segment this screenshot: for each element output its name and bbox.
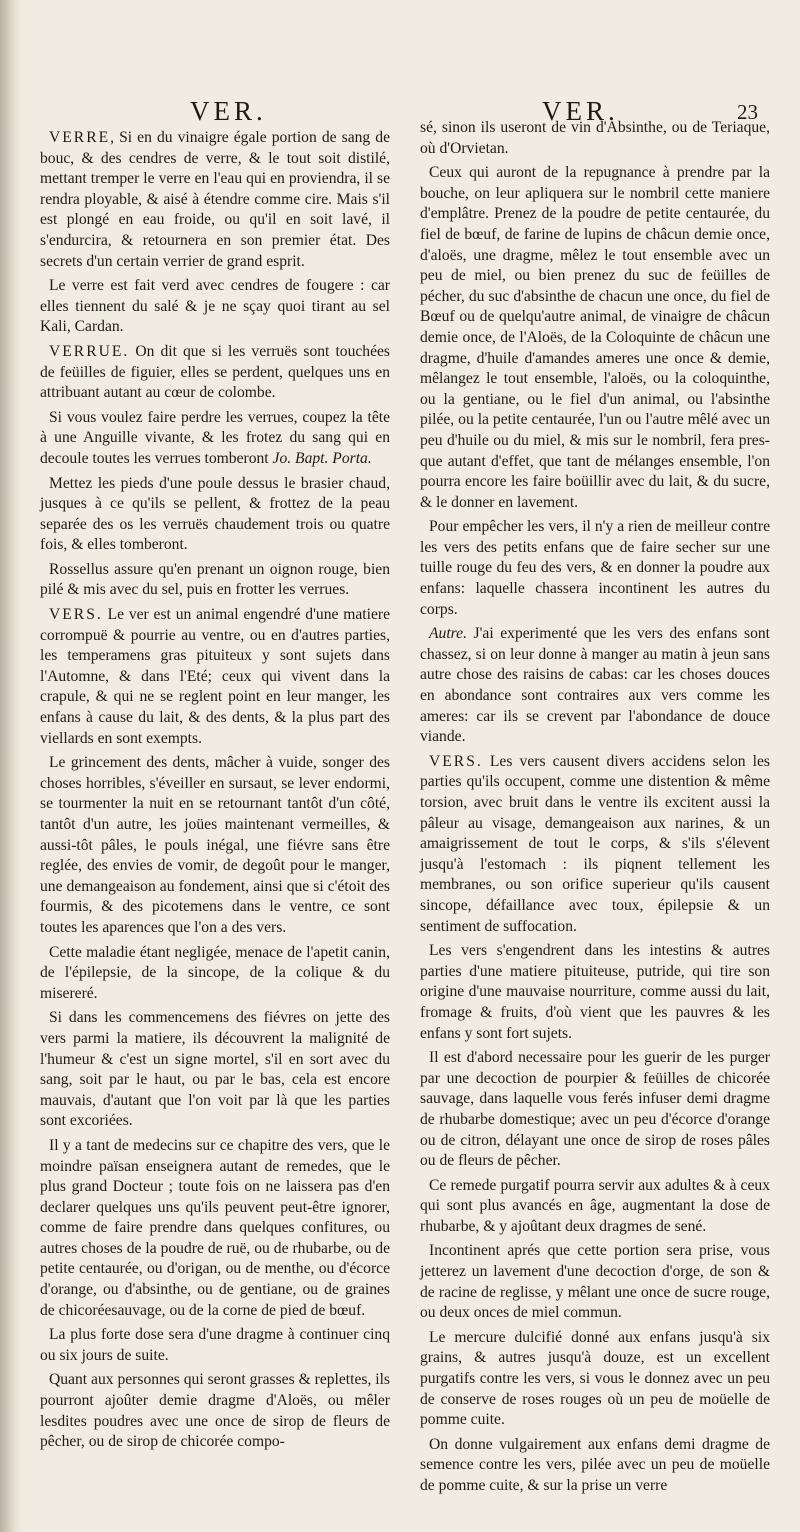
paragraph-text: Les vers causent divers accidens selon les parties qu'ils occupent, comme une distention & même torsion, avec bruit dans le ventre ils excitent aussi la pâleur au visage, demangeaison aux narines, & un amaigrissement de tout le corps, & s'ils s'élevent jusqu'à l'estomach : ils piqnent tellement les membranes, ou son orifice superieur qu'ils causent sincope, défaillance avec toux, épilepsie & un sentiment de suffocation. [420,752,770,935]
paragraph-text: On donne vulgairement aux enfans demi dragme de semence contre les vers, pilée avec un peu de moüelle de pomme cuite, & sur la prise un verre [420,1435,770,1494]
paragraph [40,342,390,404]
page-number: 23 [737,100,758,124]
paragraph [420,163,770,513]
paragraph-text: Le ver est un animal engendré d'une matiere corrompuë & pourrie au ventre, ou en d'autres parties, les temperamens gras pituiteux y sont sujets dans l'Automne, & dans l'Eté; ceux qui vivent dans la crapule, & qui ne se reglent point en leur manger, les enfans à cause du lait, & des dents, & la plus part des viellards en sont exempts. [40,606,390,747]
running-head-left: VER. [190,96,267,126]
paragraph [420,1435,770,1497]
paragraph [40,605,390,749]
paragraph-text: sé, sinon ils useront de vin d'Absinthe, ou de Teriaque, où d'Orvietan. [420,119,770,157]
paragraph-text: J'ai experimenté que les vers des enfans sont chassez, si on leur donne à manger au matin à jeun sans autre chose des raisins de cabas: car les choses douces en abondance sont contraires aux vers comme les ameres: car ils se crevent par l'abondance de douce viande. [420,625,770,746]
paragraph [420,1241,770,1323]
paragraph [40,474,390,556]
entry-headword: VERRE [49,129,111,146]
paragraph [40,1370,390,1452]
paragraph [420,1048,770,1172]
paragraph-text: , Si en du vinaigre égale portion de sang de bouc, & des cendres de verre, & le tout soit distilé, mettant tremper le verre en l'eau qui en proviendra, il se rendra ployable, & aisé à étendre comme cire. Mais s'il est plongé en eau froide, ou qu'il en soit lavé, il s'endurcira, & retournera en son premier état. Des secrets d'un certain verrier de grand esprit. [40,129,390,270]
italic-lead: Autre. [429,625,467,643]
paragraph-text: On dit que si les verruës sont touchées de feüilles de figuier, elles se perdent, quelques uns en attribuant autant au cœur de colombe. [40,342,390,402]
paragraph-text: Cette maladie étant negligée, menace de l'apetit canin, de l'épilepsie, de la sincope, de la colique & du misereré. [40,943,390,1002]
paragraph [40,128,390,272]
paragraph [40,560,390,601]
paragraph-text: Le grincement des dents, mâcher à vuide, songer des choses horribles, s'éveiller en sursaut, se lever endormi, se tourmenter la nuit en se retournant tantôt d'un côté, tantôt d'un autre, les joües maintenant vermeilles, & aussi-tôt pâles, le pouls inégal, une fiévre sans être reglée, des envies de vomir, de degoût pour le manger, une demangeaison au fondement, ainsi que si c'étoit des fourmis, & des picotemens dans le ventre, ce sont toutes les aparences que l'on a des vers. [40,754,390,936]
paragraph-text: Mettez les pieds d'une poule dessus le brasier chaud, jusques à ce qu'ils se pellent, & frottez de la peau separée des os les verruës chaudement trois ou quatre fois, & elles tomberont. [40,474,390,554]
paragraph-text: Les vers s'engendrent dans les intestins & autres parties d'une matiere pituiteuse, putride, qui tire son origine d'une mauvaise nourriture, comme aussi du lait, fromage & fruits, d'où vient que les pauvres & les enfans y sont fort sujets. [420,942,770,1042]
paragraph-text: Si vous voulez faire perdre les verrues, coupez la tête à une Anguille vivante, & les frotez du sang qui en decoule toutes les verrues tomberont [40,408,390,467]
paragraph [40,943,390,1005]
entry-headword: VERS. [49,606,103,624]
paragraph-text: Le verre est fait verd avec cendres de fougere : car elles tiennent du salé & je ne sçay quoi tirant au sel Kali, Cardan. [40,277,390,336]
paragraph [40,408,390,470]
left-column [40,128,390,1457]
paragraph [420,517,770,620]
paragraph-text: Quant aux personnes qui seront grasses & replettes, ils pourront ajoûter demie dragme d'Aloës, ou mêler lesdites poudres avec une once de sirop de fleurs de pêcher, ou de sirop de chicorée compo- [40,1371,390,1451]
paragraph-text: Incontinent aprés que cette portion sera prise, vous jetterez un lavement d'une decoction d'orge, de son & de racine de reglisse, y mêlant une once de sucre rouge, ou deux onces de miel commun. [420,1242,770,1322]
paragraph-text: Ceux qui auront de la repugnance à prendre par la bouche, on leur apliquera sur le nombril cette maniere d'emplâtre. Prenez de la poudre de petite centaurée, du fiel de bœuf, de farine de lupins de châcun demie once, d'aloës, une dragme, mêlez le tout ensemble avec un peu de miel, ou bien prenez du suc de feüilles de pécher, du suc d'absinthe de chacun une once, du fiel de Bœuf ou de quelqu'autre animal, de vinaigre de châcun demie once, de l'Aloës, de la Coloquinte de châcun une dragme, d'huile d'amandes ameres une once & demie, mêlangez le tout ensemble, l'aloës, ou la coloquinthe, ou la gentiane, ou le fiel d'un animal, ou l'absinthe pilée, ou la petite centaurée, l'un ou l'autre mêlé avec un peu d'huile ou du miel, & mis sur le nombril, fera presque autant d'effet, que tant de mélanges ensemble, l'on pourra encore les faire boüillir avec du lait, & du sucre, & le donner en lavement. [420,164,770,511]
citation: Jo. Bapt. Porta. [268,449,372,467]
paragraph [420,624,770,748]
paragraph-text: Ce remede purgatif pourra servir aux adultes & à ceux qui sont plus avancés en âge, augmentant la dose de rhubarbe, & y ajoûtant deux dragmes de sené. [420,1176,770,1235]
entry-headword: VERRUE. [49,342,130,360]
paragraph [420,941,770,1044]
paragraph [40,1008,390,1132]
paragraph-text: Le mercure dulcifié donné aux enfans jusqu'à six grains, & autres jusqu'à douze, est un excellent purgatifs contre les vers, si vous le donnez avec un peu de conserve de roses rouges où un peu de moüelle de pomme cuite. [420,1328,770,1429]
paragraph [420,1328,770,1431]
paragraph [420,752,770,937]
paragraph-text: Si dans les commencemens des fiévres on jette des vers parmi la matiere, ils découvrent la malignité de l'humeur & c'est un signe mortel, s'il en sort avec du sang, soit par le haut, ou par le bas, cela est encore mauvais, d'autant que l'on voit par là que les parties sont excoriées. [40,1009,390,1130]
paragraph [420,118,770,159]
paragraph [420,1176,770,1238]
paragraph-text: Rossellus assure qu'en prenant un oignon rouge, bien pilé & mis avec du sel, puis en frotter les verrues. [40,560,390,599]
binding-shadow [0,0,22,1532]
running-head-right: VER. [542,96,619,126]
entry-headword: VERS. [429,752,483,770]
paragraph-text: Pour empêcher les vers, il n'y a rien de meilleur contre les vers des petits enfans que de faire secher sur une tuille rouge du feu des vers, & en donner la poudre aux enfans: laquelle chassera incontinent les autres du corps. [420,518,770,618]
paragraph [40,1325,390,1366]
paragraph-text: Il y a tant de medecins sur ce chapitre des vers, que le moindre païsan enseignera autant de remedes, que le plus grand Docteur ; toute fois on ne laissera pas d'en declarer quelques uns qu'ils peuvent peut-être ignorer, comme de faire prendre dans quelques confitures, ou autres choses de la poudre de ruë, ou de rhubarbe, ou de petite centaurée, ou d'origan, ou de menthe, ou d'écorce d'orange, ou d'absinthe, ou de gentiane, ou de graines de chicoréesauvage, ou de la corne de pied de bœuf. [40,1136,390,1319]
paragraph [40,276,390,338]
paragraph [40,753,390,938]
paragraph-text: La plus forte dose sera d'une dragme à continuer cinq ou six jours de suite. [40,1326,390,1364]
right-column [420,118,770,1501]
paragraph [40,1136,390,1321]
paragraph-text: Il est d'abord necessaire pour les guerir de les purger par une decoction de pourpier & feüilles de chicorée sauvage, dans laquelle vous ferés infuser demi dragme de rhubarbe domestique; avec un peu d'écorce d'orange ou de citron, délayant une once de sirop de roses pâles ou de fleurs de pêcher. [420,1049,770,1170]
